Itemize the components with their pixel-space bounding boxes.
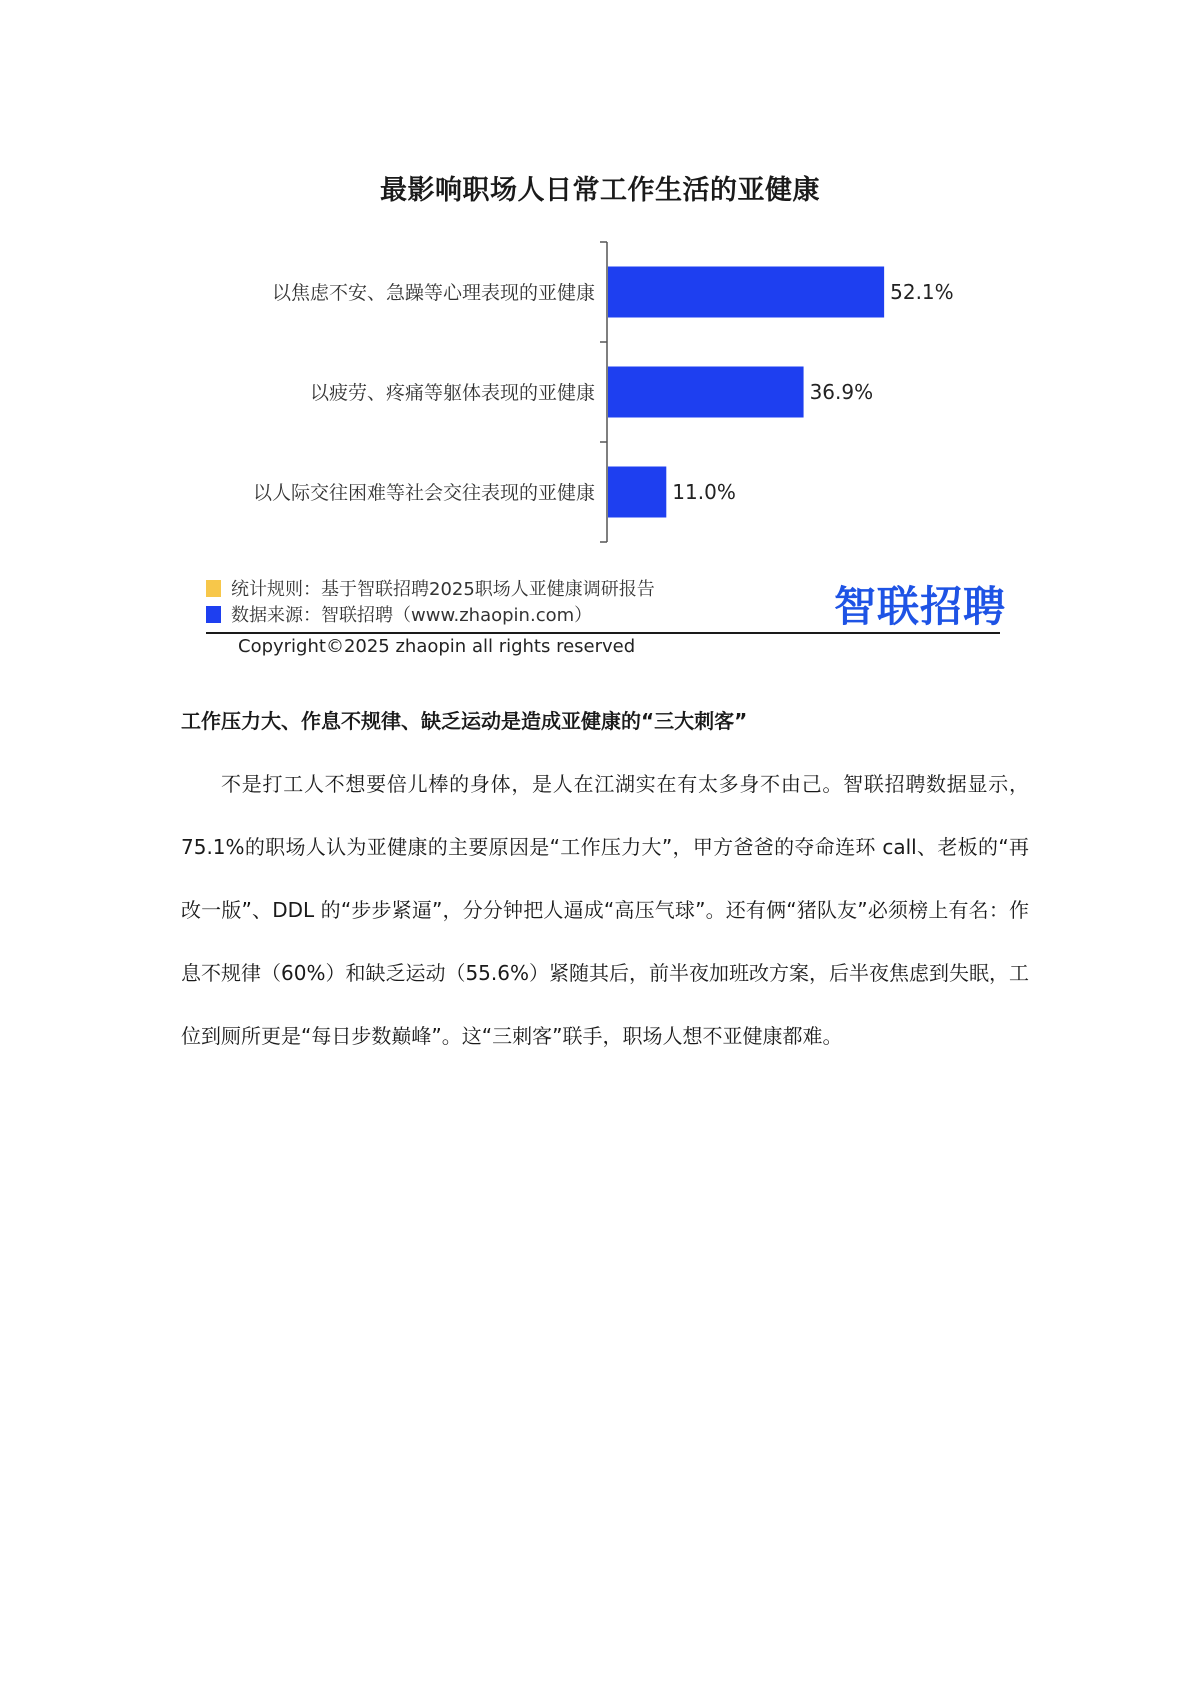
bar (608, 267, 884, 318)
value-label: 11.0% (672, 480, 736, 504)
legend-source-text: 数据来源：智联招聘（www.zhaopin.com） (231, 605, 593, 626)
copyright-text: Copyright©2025 zhaopin all rights reserved (238, 636, 636, 657)
value-label: 36.9% (809, 380, 874, 404)
zhaopin-logo: 智联招聘 (834, 582, 1007, 631)
legend-rule-text: 统计规则：基于智联招聘2025职场人亚健康调研报告 (231, 579, 655, 600)
category-label: 以疲劳、疼痛等躯体表现的亚健康 (309, 382, 595, 404)
chart-title: 最影响职场人日常工作生活的亚健康 (380, 175, 820, 206)
legend-swatch-yellow (206, 580, 221, 597)
value-label: 52.1% (890, 280, 954, 304)
section-heading: 工作压力大、作息不规律、缺乏运动是造成亚健康的“三大刺客” (181, 709, 748, 733)
bar (608, 467, 666, 518)
bar-chart (0, 230, 1200, 550)
legend-swatch-blue (206, 606, 221, 623)
legend-rule-row (206, 575, 655, 601)
footer-divider (206, 632, 1000, 634)
legend-source-row (206, 601, 592, 627)
category-label: 以焦虑不安、急躁等心理表现的亚健康 (271, 282, 595, 304)
category-label: 以人际交往困难等社会交往表现的亚健康 (252, 482, 595, 504)
bar (608, 367, 804, 418)
body-paragraph: 不是打工人不想要倍儿棒的身体，是人在江湖实在有太多身不由己。智联招聘数据显示，75.1%的职场人认为亚健康的主要原因是“工作压力大”，甲方爸爸的夺命连环 call、老板的“再改一版”、DDL 的“步步紧逼”，分分钟把人逼成“高压气球”。还有俩“猪队友”必须榜上有名：作息不规律（60%）和缺乏运动（55.6%）紧随其后，前半夜加班改方案，后半夜焦虑到失眠，工位到厕所更是“每日步数巅峰”。这“三刺客”联手，职场人想不亚健康都难。 (181, 772, 1029, 1048)
